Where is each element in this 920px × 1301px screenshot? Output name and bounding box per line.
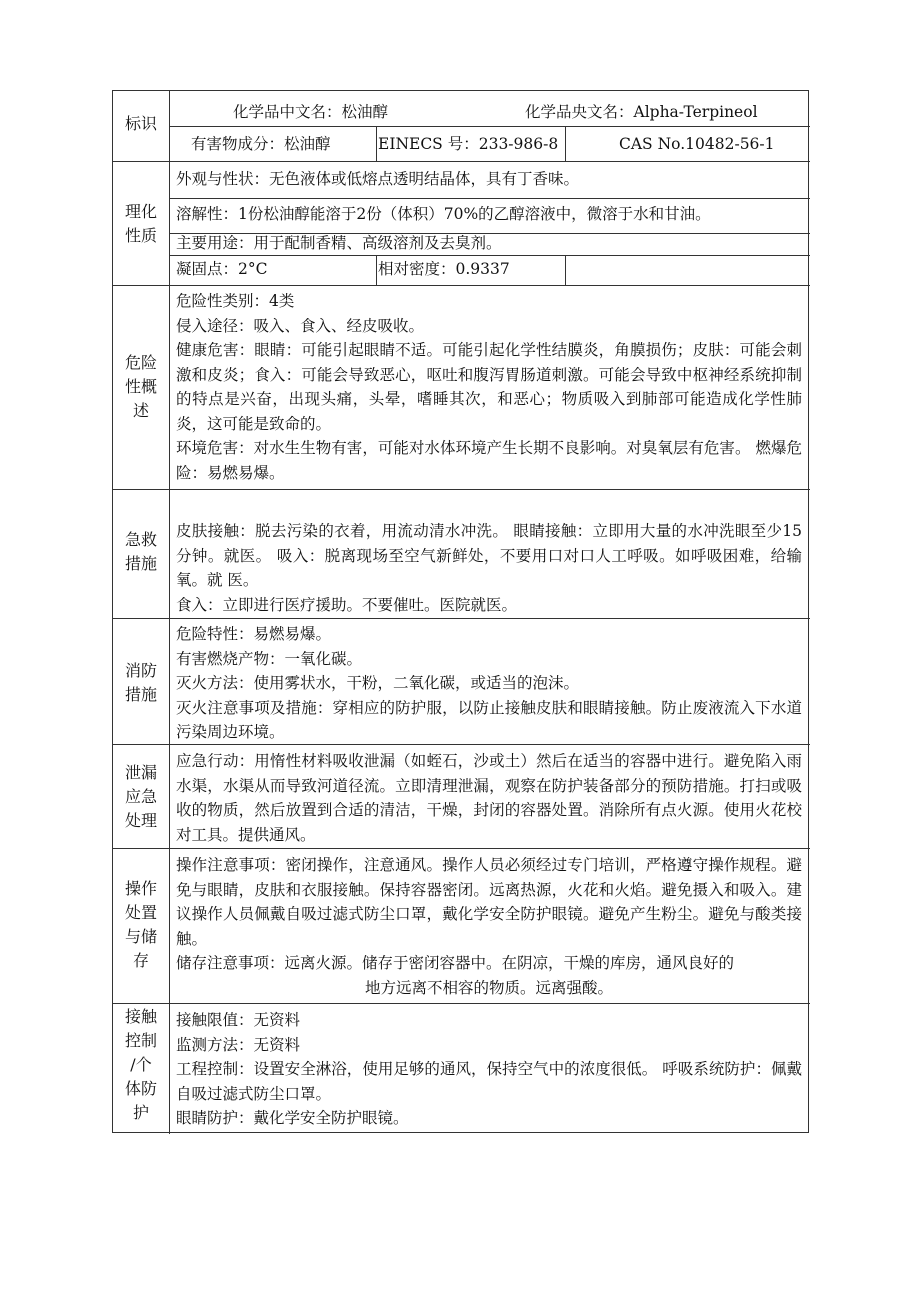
msds-table [112,90,809,1133]
solubility: 溶解性：1份松油醇能溶于2份（体积）70%的乙醇溶液中，微溶于水和甘油。 [176,205,711,223]
row-divider [113,161,810,162]
hazardous-component: 有害物成分：松油醇 [191,135,331,153]
inner-divider [565,126,566,161]
inner-divider [376,126,377,161]
appearance: 外观与性状：无色液体或低熔点透明结晶体，具有丁香味。 [176,170,580,188]
english-name: 化学品央文名：Alpha-Terpineol [525,103,758,121]
section-label-exposure-control: 接触 控制 /个 体防 护 [124,1007,157,1122]
cas-number: CAS No.10482-56-1 [619,135,775,153]
handling-storage-text: 操作注意事项：密闭操作，注意通风。操作人员必须经过专门培训，严格遵守操作规程。避免与眼睛，皮肤和衣服接触。保持容器密闭。远离热源，火花和火焰。避免摄入和吸入。建议操作人员佩戴自吸过滤式防尘口罩，戴化学安全防护眼镜。避免产生粉尘。避免与酸类接触。 储存注意事项：远离火源。储存于密闭容器中。在阴凉，干燥的库房，通风良好的 地方远离不相容的物质。远离强酸。 [176,856,802,997]
einecs-number: EINECS 号：233-986-8 [378,135,559,153]
hazard-overview-text: 危险性类别：4类 侵入途径：吸入、食入、经皮吸收。 健康危害：眼睛：可能引起眼睛不适。可能引起化学性结膜炎，角膜损伤；皮肤：可能会刺激和皮炎；食入：可能会导致恶心，呕吐和腹泻胃肠道刺激。可能会导致中枢神经系统抑制的特点是兴奋，出现头痛，头晕，嗜睡其次，和恶心；物质吸入到肺部可能造成化学性肺炎，这可能是致命的。 环境危害：对水生生物有害，可能对水体环境产生长期不良影响。对臭氧层有危害。 燃爆危险：易燃易爆。 [176,292,802,482]
inner-divider [565,255,566,285]
row-divider [113,848,810,849]
section-label-identification: 标识 [124,114,157,133]
main-usage: 主要用途：用于配制香精、高级溶剂及去臭剂。 [176,234,502,252]
row-divider [113,1003,810,1004]
section-label-fire-fighting: 消防 措施 [124,661,157,704]
first-aid-text: 皮肤接触：脱去污染的衣着，用流动清水冲洗。 眼睛接触：立即用大量的水冲洗眼至少15分钟。就医。 吸入：脱离现场至空气新鲜处，不要用口对口人工呼吸。如呼吸困难，给输氧。就 医。 食入：立即进行医疗援助。不要催吐。医院就医。 [176,522,802,614]
inner-divider [169,126,810,127]
row-divider [113,618,810,619]
fire-fighting-text: 危险特性：易燃易爆。 有害燃烧产物：一氧化碳。 灭火方法：使用雾状水，干粉，二氧化碳，或适当的泡沫。 灭火注意事项及措施：穿相应的防护服，以防止接触皮肤和眼睛接触。防止废液流入下水道污染周边环境。 [176,625,802,741]
leak-response-text: 应急行动：用惰性材料吸收泄漏（如蛭石，沙或土）然后在适当的容器中进行。避免陷入雨水渠，水渠从而导致河道径流。立即清理泄漏，观察在防护装备部分的预防措施。打扫或吸收的物质，然后放置到合适的清洁，干燥，封闭的容器处置。消除所有点火源。使用火花校对工具。提供通风。 [176,752,802,844]
section-label-properties: 理化 性质 [124,202,157,245]
inner-divider [169,198,810,199]
row-divider [113,489,810,490]
freezing-point: 凝固点：2°C [176,260,268,278]
inner-divider [376,255,377,285]
chinese-name: 化学品中文名：松油醇 [233,103,389,121]
inner-divider [169,255,810,256]
row-divider [113,285,810,286]
exposure-control-text: 接触限值：无资料 监测方法：无资料 工程控制：设置安全淋浴，使用足够的通风，保持空气中的浓度很低。 呼吸系统防护：佩戴自吸过滤式防尘口罩。 眼睛防护：戴化学安全防护眼镜。 [176,1011,802,1127]
section-label-hazard-overview: 危险 性概 述 [124,353,157,420]
relative-density: 相对密度：0.9337 [378,260,510,278]
label-column-divider [169,91,170,1134]
section-label-first-aid: 急救 措施 [124,530,157,573]
section-label-leak-response: 泄漏 应急 处理 [124,763,157,830]
section-label-handling-storage: 操作 处置 与储 存 [124,879,157,970]
